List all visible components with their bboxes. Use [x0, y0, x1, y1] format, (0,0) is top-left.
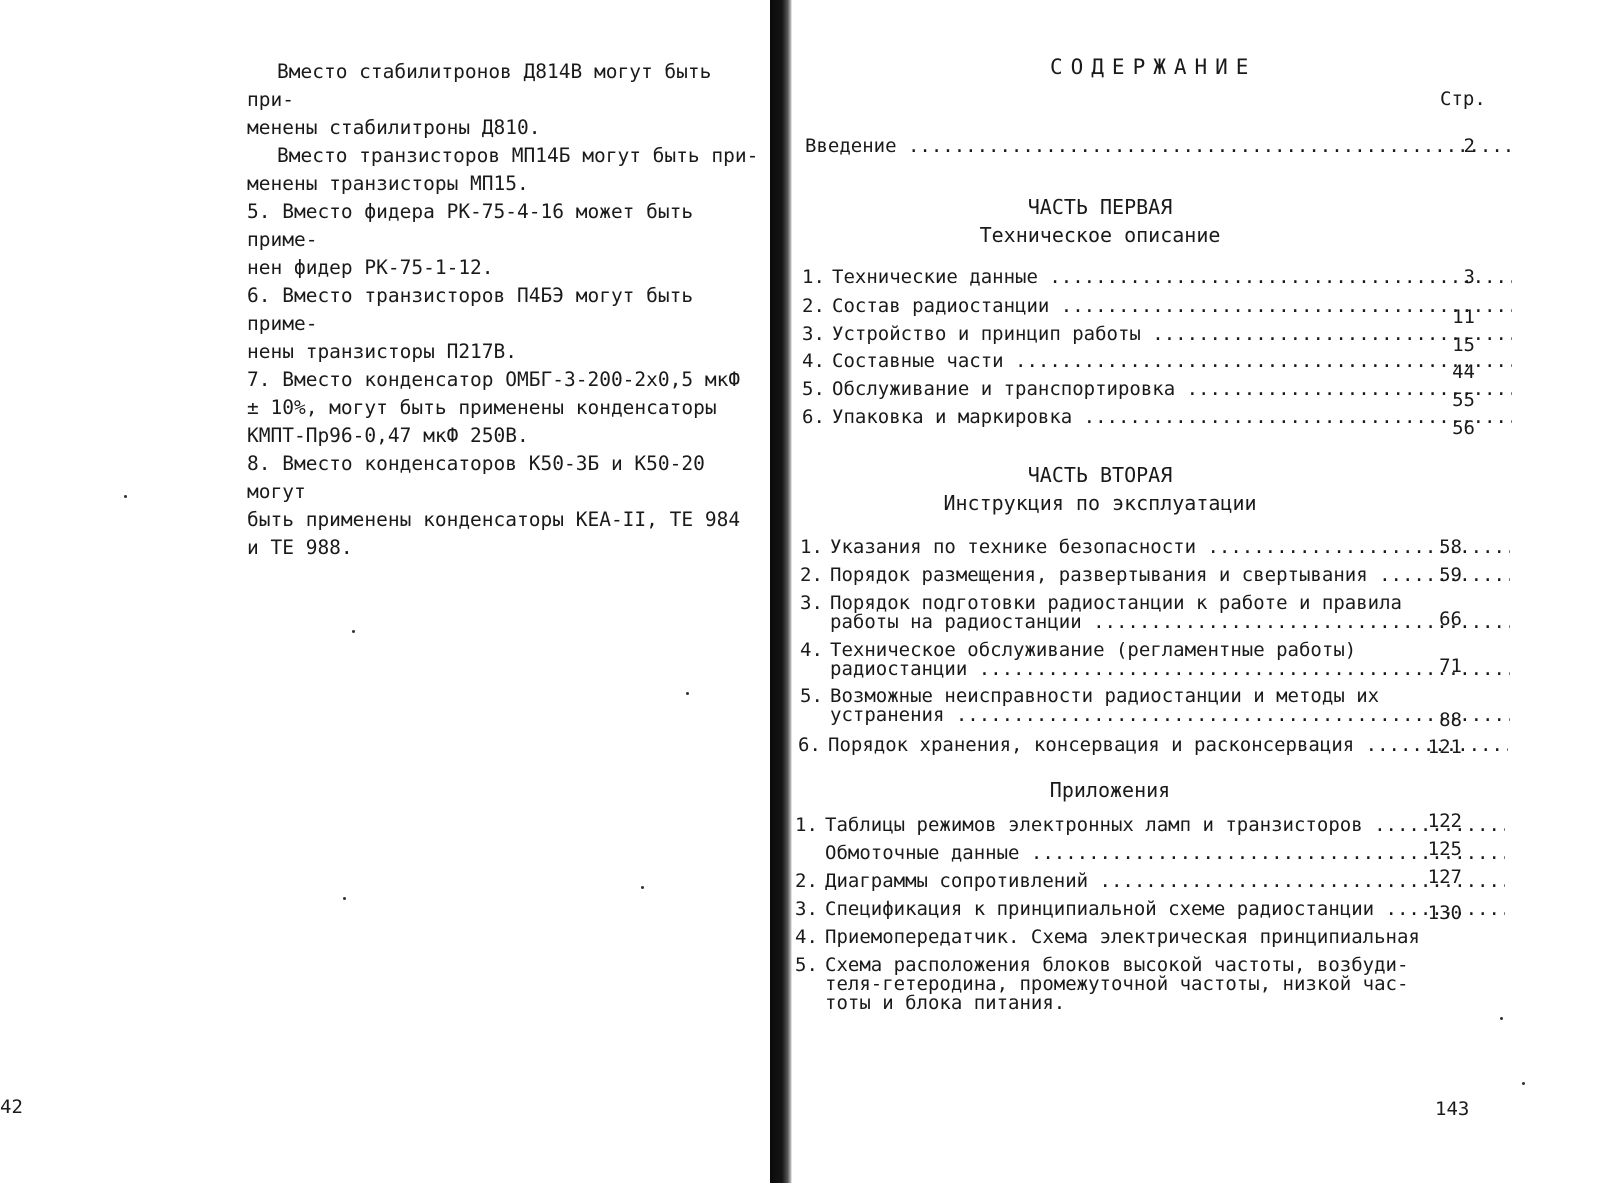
item-text: Диаграммы сопротивлений .....: [825, 872, 1505, 891]
item-page: 66: [1439, 608, 1462, 630]
right-page: [790, 0, 1600, 1183]
item-text: Обслуживание и транспортировка .....: [832, 380, 1512, 399]
item-page: 130: [1427, 902, 1462, 924]
item-num: 1.: [800, 536, 823, 558]
part1-item-1: [802, 268, 1512, 287]
book-spine: [770, 0, 792, 1183]
appendix-item-5: [795, 928, 1505, 947]
part2-item-1: [800, 538, 1510, 557]
item-page: 59: [1439, 564, 1462, 586]
item-num: 5.: [795, 954, 818, 976]
toc-intro-page: 2: [1463, 135, 1475, 157]
item-num: 6.: [802, 406, 825, 428]
item-page: 15: [1452, 334, 1475, 356]
item-num: [795, 844, 825, 863]
paragraph-4-line1: 6. Вместо транзисторов П4БЭ могут быть приме-: [247, 284, 694, 335]
appendix-item-2: [795, 838, 1505, 863]
item-text-line2: работы на радиостанции .....: [830, 613, 1510, 632]
item-text: Состав радиостанции .....: [832, 297, 1512, 316]
part2-heading: ЧАСТЬ ВТОРАЯ: [1027, 463, 1173, 487]
item-text: Техническое обслуживание (регламентные работы): [830, 641, 1357, 660]
paragraph-4-line2: нены транзисторы П217В.: [247, 340, 518, 363]
item-page: 58: [1439, 536, 1462, 558]
item-num: 3.: [802, 323, 825, 345]
item-page: 11: [1452, 306, 1475, 328]
paragraph-5-line1: 7. Вместо конденсатор ОМБГ-3-200-2х0,5 мкФ: [247, 368, 741, 391]
item-text-line2: устранения .....: [830, 706, 1510, 725]
item-text: Порядок размещения, развертывания и свертывания .....: [830, 566, 1510, 585]
item-num: 4.: [800, 639, 823, 661]
item-page: 71: [1439, 655, 1462, 677]
item-text: Технические данные .....: [832, 268, 1512, 287]
item-text: Таблицы режимов электронных ламп и транзисторов .....: [825, 816, 1505, 835]
part2-item-6: [798, 734, 1508, 758]
left-page: [0, 0, 770, 1183]
item-text-line2: теля-гетеродина, промежуточной частоты, низкой час-: [825, 975, 1409, 994]
scan-speck: [686, 692, 689, 695]
item-text: Приемопередатчик. Схема электрическая принципиальная: [825, 928, 1420, 947]
item-text: Устройство и принцип работы .....: [832, 325, 1512, 344]
item-page: 3: [1463, 266, 1475, 288]
item-text: Обмоточные данные .....: [825, 844, 1505, 863]
item-text: Составные части .....: [832, 352, 1512, 371]
item-text: Указания по технике безопасности .....: [830, 538, 1510, 557]
item-num: 4.: [795, 926, 818, 948]
item-num: 5.: [802, 378, 825, 400]
left-page-text: [247, 58, 767, 562]
part1-heading: ЧАСТЬ ПЕРВАЯ: [1027, 195, 1173, 219]
part2-item-2: [800, 566, 1510, 585]
paragraph-2-line1: Вместо транзисторов МП14Б могут быть при-: [277, 144, 759, 167]
item-num: 4.: [802, 350, 825, 372]
item-text: Схема расположения блоков высокой частоты, возбуди-: [825, 956, 1409, 975]
scan-speck: [1522, 1082, 1525, 1085]
appendix-item-6: [795, 956, 1505, 1016]
toc-intro-row: [805, 137, 1515, 156]
item-page: 127: [1427, 866, 1462, 888]
part2-item-4: [800, 641, 1510, 681]
part2-subheading: Инструкция по эксплуатации: [943, 491, 1257, 515]
item-text: Спецификация к принципиальной схеме радиостанции .....: [825, 900, 1505, 919]
item-num: 6.: [798, 734, 821, 756]
item-text: Порядок подготовки радиостанции к работе и правила: [830, 594, 1402, 613]
right-page-number: 143: [1435, 1098, 1470, 1120]
paragraph-3-line1: 5. Вместо фидера РК-75-4-16 может быть приме-: [247, 200, 694, 251]
item-num: 2.: [795, 870, 818, 892]
part1-subheading: Техническое описание: [979, 223, 1221, 247]
item-text: Упаковка и маркировка .....: [832, 408, 1512, 427]
paragraph-3-line2: нен фидер РК-75-1-12.: [247, 256, 494, 279]
item-page: 56: [1452, 417, 1475, 439]
paragraph-1-line2: менены стабилитроны Д810.: [247, 116, 541, 139]
item-text: Возможные неисправности радиостанции и методы их: [830, 687, 1380, 706]
paragraph-6-line3: и ТЕ 988.: [247, 536, 353, 559]
part1-item-3: [802, 323, 1512, 356]
appendix-heading: Приложения: [1049, 778, 1171, 802]
item-page: 88: [1439, 709, 1462, 731]
item-num: 1.: [802, 266, 825, 288]
appendix-item-3: [795, 866, 1505, 892]
scan-speck: [352, 630, 355, 633]
part1-item-6: [802, 406, 1512, 439]
item-num: 3.: [795, 898, 818, 920]
item-page: 121: [1427, 736, 1462, 758]
part1-item-2: [802, 295, 1512, 328]
paragraph-6-line1: 8. Вместо конденсаторов К50-3Б и К50-20 могут: [247, 452, 705, 503]
part1-item-4: [802, 350, 1512, 383]
item-text-line2: радиостанции .....: [830, 660, 1510, 679]
item-page: 125: [1427, 838, 1462, 860]
paragraph-5-line2: ± 10%, могут быть применены конденсаторы: [247, 396, 717, 419]
scan-speck: [124, 495, 127, 498]
item-page: 122: [1427, 810, 1462, 832]
page-column-label: Стр.: [1440, 88, 1486, 110]
part1-item-5: [802, 378, 1512, 411]
part2-item-3: [800, 594, 1510, 634]
paragraph-1-line1: Вместо стабилитронов Д814В могут быть при-: [247, 60, 712, 111]
item-num: 5.: [800, 685, 823, 707]
paragraph-2-line2: менены транзисторы МП15.: [247, 172, 529, 195]
toc-intro-label: Введение .....: [805, 137, 1515, 156]
part2-item-5: [800, 685, 1510, 731]
item-num: 2.: [800, 564, 823, 586]
appendix-item-4: [795, 898, 1505, 924]
toc-title: СОДЕРЖАНИЕ: [1050, 55, 1257, 79]
item-page: 44: [1452, 361, 1475, 383]
left-page-number: 42: [0, 1096, 23, 1118]
item-num: 1.: [795, 814, 818, 836]
item-num: 2.: [802, 295, 825, 317]
paragraph-5-line3: КМПТ-Пр96-0,47 мкФ 250В.: [247, 424, 529, 447]
scan-speck: [343, 897, 346, 900]
item-text-line3: тоты и блока питания.: [825, 994, 1066, 1013]
scan-speck: [1500, 1017, 1503, 1020]
scan-speck: [641, 886, 644, 889]
paragraph-6-line2: быть применены конденсаторы КЕА-II, ТЕ 984: [247, 508, 741, 531]
item-num: 3.: [800, 592, 823, 614]
item-page: 55: [1452, 389, 1475, 411]
item-text: Порядок хранения, консервация и расконсервация .....: [828, 736, 1508, 755]
appendix-item-1: [795, 810, 1505, 836]
